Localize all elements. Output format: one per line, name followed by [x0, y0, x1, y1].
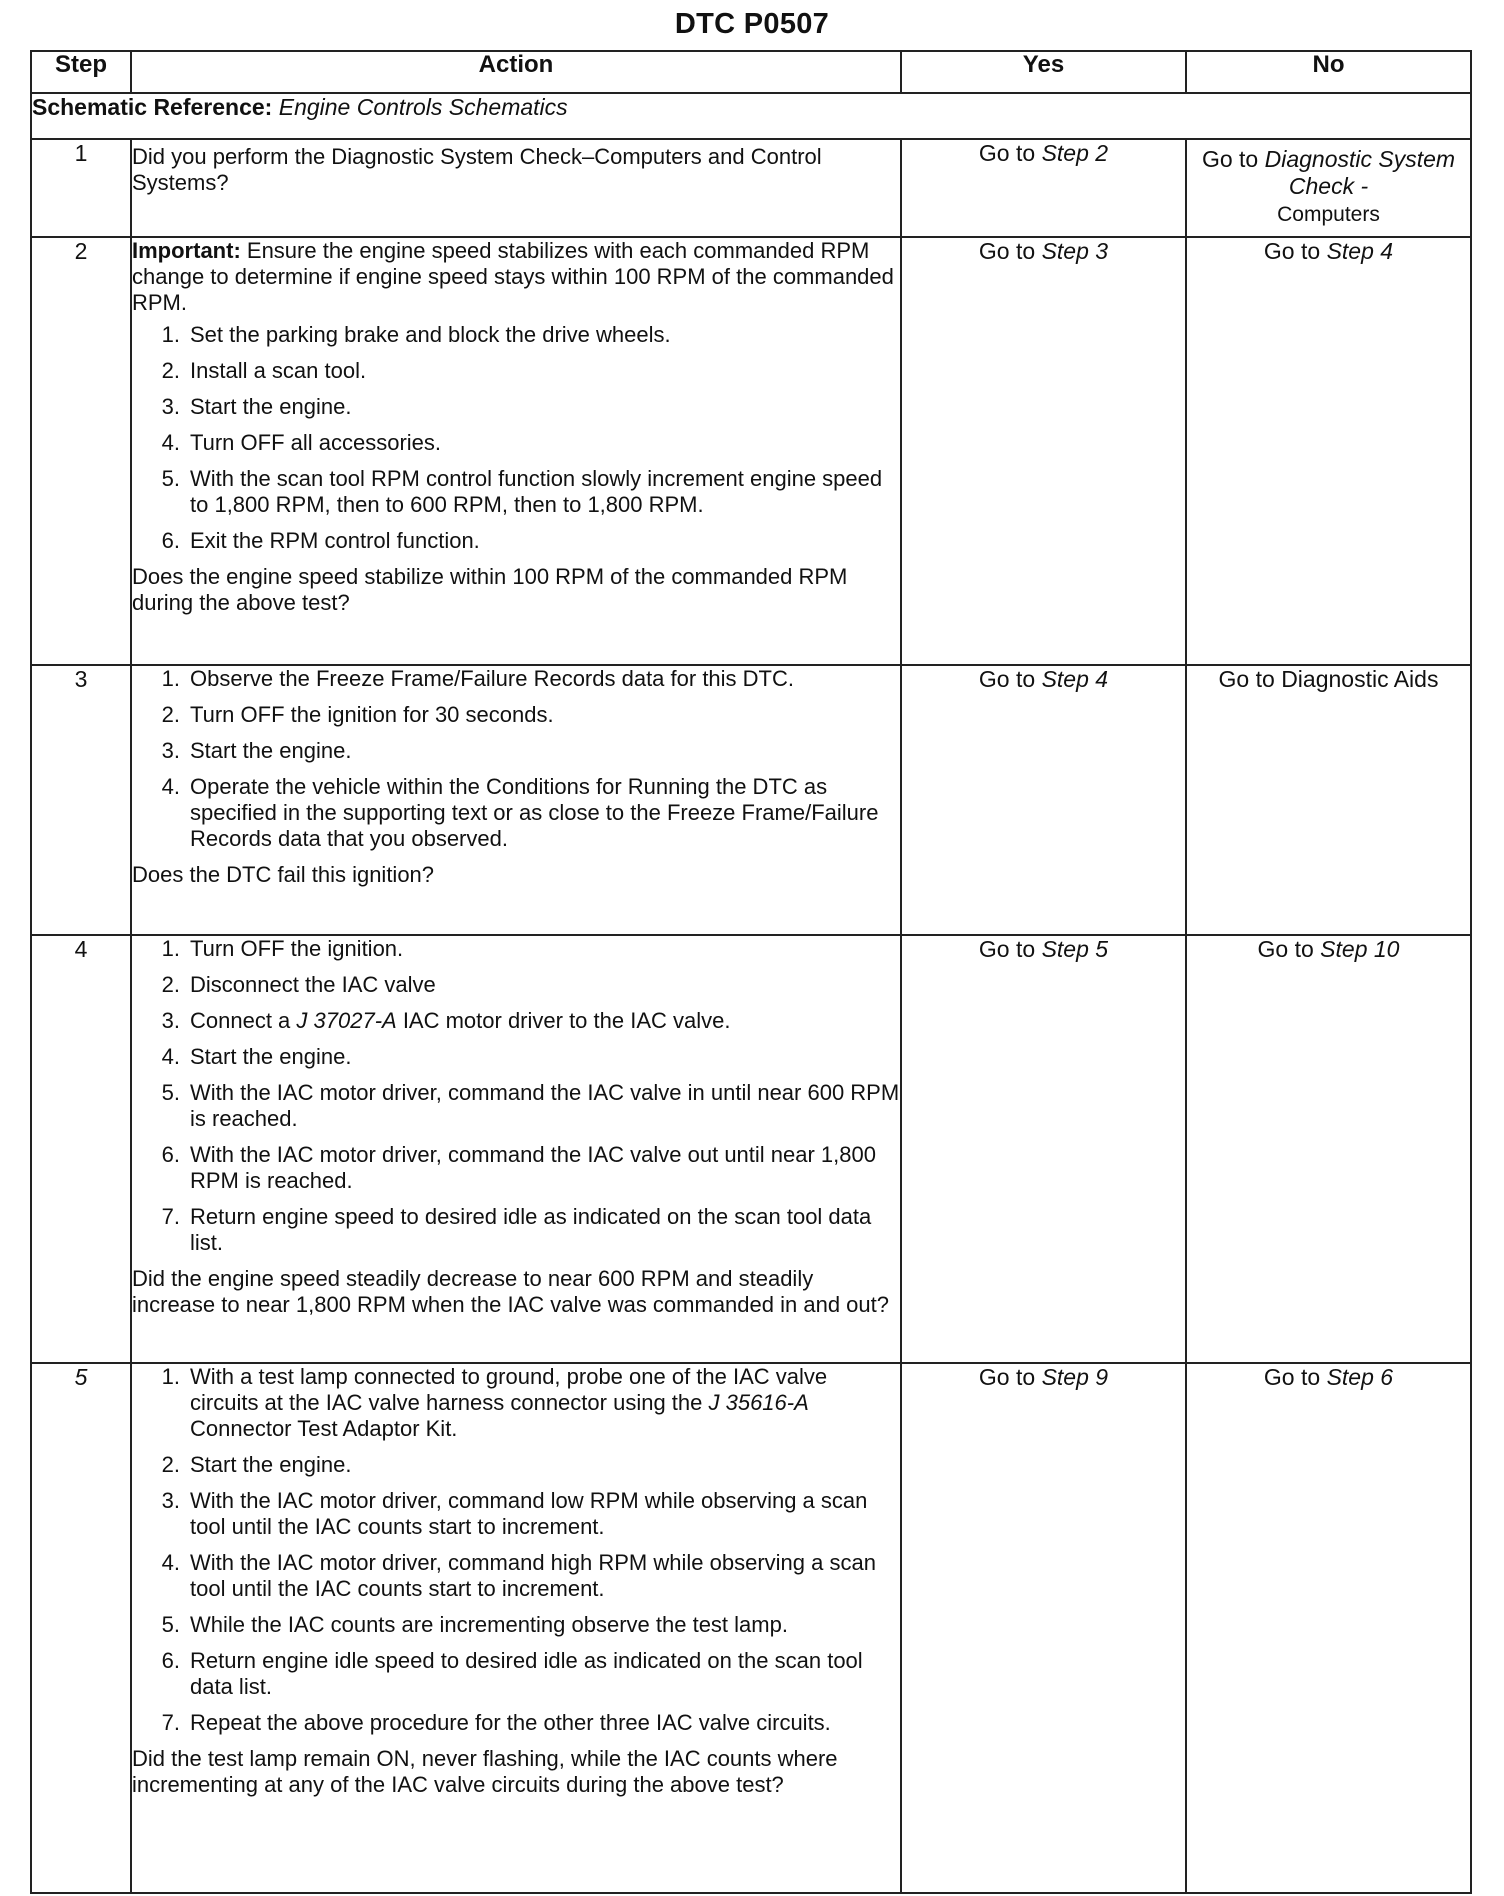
yes-step-link[interactable]: Step 9	[1041, 1364, 1109, 1390]
question-text: Did the test lamp remain ON, never flashing, while the IAC counts where incrementing at any of the IAC valve circuits during the above test?	[132, 1746, 838, 1797]
list-item: 4. Operate the vehicle within the Conditions for Running the DTC as specified in the supporting text or as close to the Freeze Frame/Failure Records data that you observed.	[161, 774, 879, 851]
schematic-link[interactable]: Engine Controls Schematics	[278, 94, 568, 120]
yes-step-link[interactable]: Step 4	[1041, 666, 1109, 692]
yes-cell: Go to Step 5	[901, 935, 1186, 1363]
list-item: 5. With the IAC motor driver, command the IAC valve in until near 600 RPM is reached.	[161, 1080, 900, 1131]
list-item: 6. Return engine idle speed to desired idle as indicated on the scan tool data list.	[161, 1648, 863, 1699]
list-item: 7. Repeat the above procedure for the other three IAC valve circuits.	[161, 1710, 831, 1735]
question-text: Does the engine speed stabilize within 100 RPM of the commanded RPM during the above test?	[132, 564, 848, 615]
yes-prefix: Go to	[978, 140, 1042, 166]
yes-step-link[interactable]: Step 5	[1041, 936, 1109, 962]
list-item: 5. With the scan tool RPM control function slowly increment engine speed to 1,800 RPM, then to 600 RPM, then to 1,800 RPM.	[161, 466, 883, 517]
no-step-link[interactable]: Step 6	[1326, 1364, 1394, 1390]
table-row	[31, 935, 1471, 1363]
table-header-row	[31, 51, 1471, 93]
list-item: 3. Start the engine.	[161, 738, 352, 763]
tool-reference: J 37027-A	[296, 1008, 397, 1033]
schematic-reference	[31, 93, 1471, 139]
table-row	[31, 665, 1471, 935]
procedure-list	[132, 1364, 900, 1736]
list-item: 7. Return engine speed to desired idle as indicated on the scan tool data list.	[161, 1204, 872, 1255]
list-item: 1. With a test lamp connected to ground, probe one of the IAC valve circuits at the IAC valve harness connector using the J 35616-A Connector Test Adaptor Kit.	[161, 1364, 828, 1441]
table-row	[31, 1363, 1471, 1893]
action-cell	[131, 665, 901, 935]
yes-cell: Go to Step 3	[901, 237, 1186, 665]
question-text: Does the DTC fail this ignition?	[132, 862, 435, 887]
important-note	[132, 238, 900, 316]
no-cell	[1186, 139, 1471, 237]
header-no: No	[1186, 51, 1471, 93]
list-item: 6. Exit the RPM control function.	[161, 528, 480, 553]
list-item: 2. Disconnect the IAC valve	[161, 972, 436, 997]
schematic-label: Schematic Reference:	[32, 94, 273, 120]
table-row	[31, 139, 1471, 237]
list-item: 2. Install a scan tool.	[161, 358, 367, 383]
header-step: Step	[31, 51, 131, 93]
no-cell: Go to Step 6	[1186, 1363, 1471, 1893]
table-row	[31, 237, 1471, 665]
document-title: DTC P0507	[674, 8, 830, 40]
step-number: 5	[31, 1363, 131, 1893]
list-item: 1. Turn OFF the ignition.	[161, 936, 404, 961]
step-number: 2	[31, 237, 131, 665]
list-item: 5. While the IAC counts are incrementing observe the test lamp.	[161, 1612, 788, 1637]
yes-cell: Go to Step 4	[901, 665, 1186, 935]
step-number: 1	[31, 139, 131, 237]
procedure-list	[132, 666, 900, 852]
list-item: 3. With the IAC motor driver, command low RPM while observing a scan tool until the IAC counts start to increment.	[161, 1488, 868, 1539]
yes-cell	[901, 139, 1186, 237]
header-action: Action	[131, 51, 901, 93]
no-prefix: Go to	[1201, 146, 1265, 172]
header-yes: Yes	[901, 51, 1186, 93]
step-number: 3	[31, 665, 131, 935]
no-diagnostic-link[interactable]: Diagnostic System Check -	[1264, 146, 1456, 199]
question-text: Did the engine speed steadily decrease to near 600 RPM and steadily increase to near 1,800 RPM when the IAC valve was commanded in and out?	[132, 1266, 889, 1317]
yes-step-link[interactable]: Step 2	[1041, 140, 1109, 166]
no-cell	[1186, 665, 1471, 935]
procedure-list	[132, 936, 900, 1256]
action-cell	[131, 935, 901, 1363]
list-item: 4. Start the engine.	[161, 1044, 352, 1069]
tool-reference: J 35616-A	[708, 1390, 809, 1415]
important-label: Important:	[132, 238, 241, 263]
action-cell	[131, 237, 901, 665]
question-text: Did you perform the Diagnostic System Check–Computers and Control Systems?	[132, 144, 822, 195]
no-cell: Go to Step 10	[1186, 935, 1471, 1363]
list-item: 2. Turn OFF the ignition for 30 seconds.	[161, 702, 554, 727]
yes-cell: Go to Step 9	[901, 1363, 1186, 1893]
no-cell: Go to Step 4	[1186, 237, 1471, 665]
procedure-list	[132, 322, 900, 554]
list-item: 1. Observe the Freeze Frame/Failure Records data for this DTC.	[161, 666, 794, 691]
no-step-link[interactable]: Step 10	[1320, 936, 1400, 962]
list-item: 1. Set the parking brake and block the drive wheels.	[161, 322, 671, 347]
list-item: 4. With the IAC motor driver, command high RPM while observing a scan tool until the IAC counts start to increment.	[161, 1550, 876, 1601]
list-item: 6. With the IAC motor driver, command the IAC valve out until near 1,800 RPM is reached.	[161, 1142, 876, 1193]
list-item: 3. Start the engine.	[161, 394, 352, 419]
important-text: Ensure the engine speed stabilizes with each commanded RPM change to determine if engine speed stays within 100 RPM of the commanded RPM.	[132, 238, 894, 315]
list-item: 2. Start the engine.	[161, 1452, 352, 1477]
yes-step-link[interactable]: Step 3	[1041, 238, 1109, 264]
action-cell	[131, 139, 901, 237]
action-cell	[131, 1363, 901, 1893]
schematic-reference-row	[31, 93, 1471, 139]
no-step-link[interactable]: Step 4	[1326, 238, 1394, 264]
list-item: 4. Turn OFF all accessories.	[161, 430, 442, 455]
no-suffix: Computers	[1277, 203, 1380, 226]
step-number: 4	[31, 935, 131, 1363]
no-diagnostic-aids-link[interactable]: Go to Diagnostic Aids	[1218, 666, 1439, 692]
diagnostic-table	[30, 50, 1472, 1894]
list-item: 3. Connect a J 37027-A IAC motor driver to the IAC valve.	[161, 1008, 731, 1033]
